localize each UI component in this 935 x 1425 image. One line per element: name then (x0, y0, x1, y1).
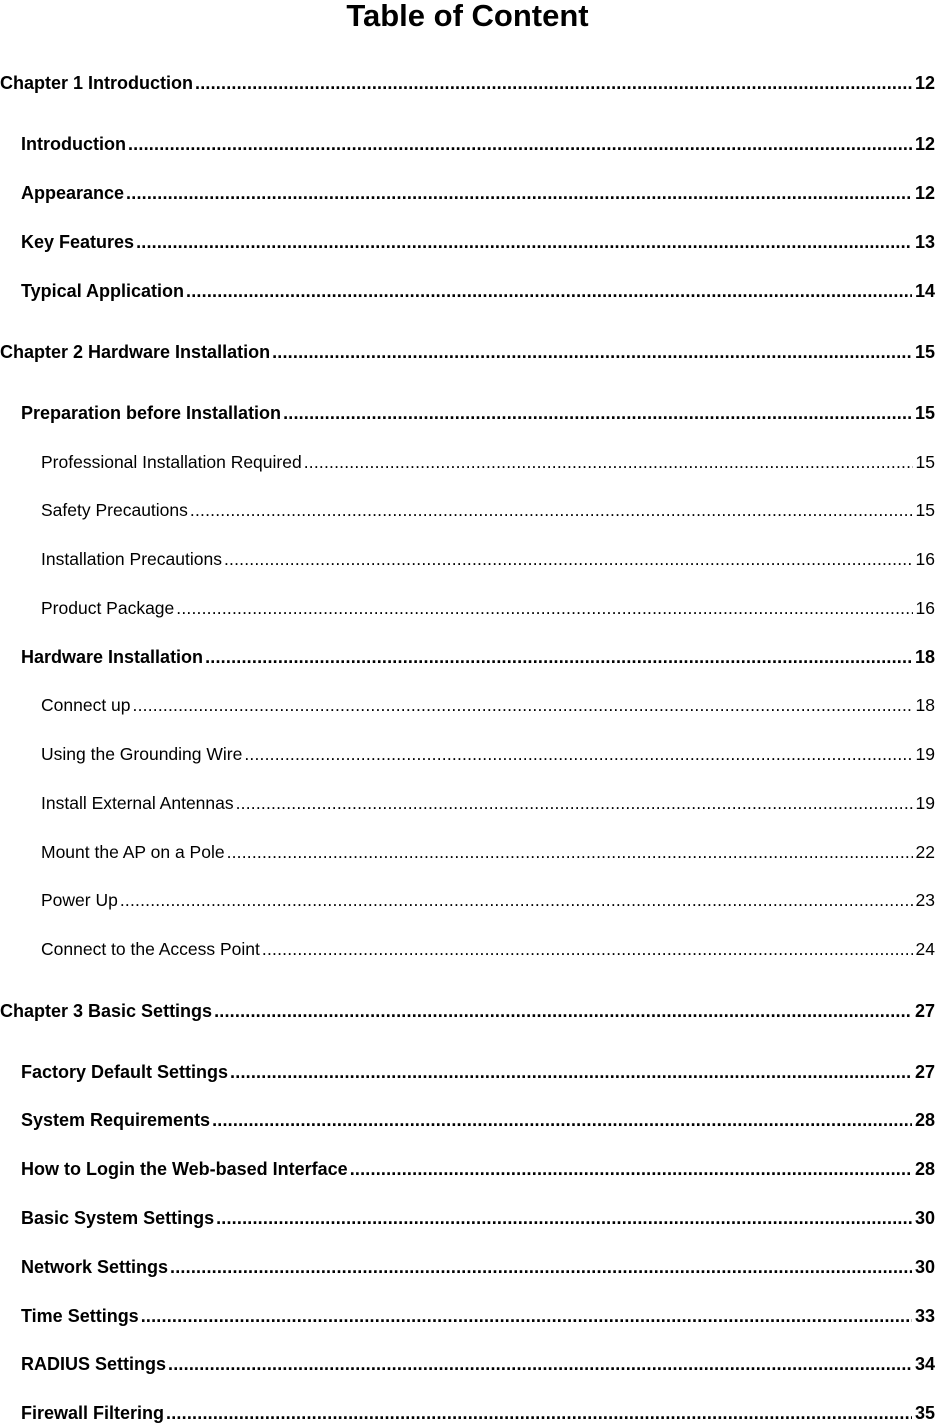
toc-entry-title: Appearance (21, 183, 125, 203)
toc-page-number: 15 (915, 500, 935, 520)
toc-dot-leader (141, 1304, 912, 1328)
toc-entry[interactable] (21, 1206, 935, 1230)
toc-entry[interactable] (21, 1255, 935, 1279)
toc-entry[interactable] (41, 450, 935, 474)
toc-entry[interactable] (0, 999, 935, 1023)
toc-entry[interactable] (21, 279, 935, 303)
toc-page-number: 35 (914, 1403, 935, 1423)
toc-dot-leader (272, 340, 912, 364)
toc-entry[interactable] (21, 132, 935, 156)
toc-entry[interactable] (41, 742, 935, 766)
toc-dot-leader (133, 693, 913, 717)
toc-entry-title: Connect up (41, 695, 131, 715)
toc-page-number: 19 (915, 793, 935, 813)
toc-entry-title: Connect to the Access Point (41, 939, 260, 959)
toc-dot-leader (350, 1157, 912, 1181)
toc-entry[interactable] (41, 596, 935, 620)
toc-dot-leader (128, 132, 912, 156)
toc-page-number: 28 (914, 1159, 935, 1179)
toc-dot-leader (212, 1108, 912, 1132)
toc-entry-title: Professional Installation Required (41, 452, 302, 472)
toc-entry[interactable] (41, 937, 935, 961)
toc-page-number: 23 (915, 890, 935, 910)
toc-entry[interactable] (21, 645, 935, 669)
toc-page-number: 19 (915, 744, 935, 764)
toc-dot-leader (186, 279, 912, 303)
toc-entry-title: Using the Grounding Wire (41, 744, 243, 764)
toc-dot-leader (244, 742, 912, 766)
toc-entry[interactable] (21, 401, 935, 425)
toc-entry[interactable] (41, 791, 935, 815)
toc-page-number: 12 (914, 134, 935, 154)
toc-dot-leader (227, 840, 913, 864)
toc-dot-leader (190, 498, 913, 522)
toc-entry-title: Product Package (41, 598, 175, 618)
toc-page-number: 24 (915, 939, 935, 959)
toc-page-number: 30 (914, 1208, 935, 1228)
toc-entry[interactable] (21, 1108, 935, 1132)
toc-entry-title: RADIUS Settings (21, 1354, 167, 1374)
toc-entry-title: Chapter 3 Basic Settings (0, 1001, 213, 1021)
toc-entry-title: Key Features (21, 232, 135, 252)
toc-entry[interactable] (41, 840, 935, 864)
toc-entry[interactable] (41, 547, 935, 571)
toc-entry-title: Installation Precautions (41, 549, 222, 569)
toc-page-number: 27 (914, 1001, 935, 1021)
toc-dot-leader (126, 181, 912, 205)
toc-entry-title: System Requirements (21, 1110, 211, 1130)
toc-page-number: 27 (914, 1062, 935, 1082)
toc-entry[interactable] (21, 1401, 935, 1425)
toc-entry-title: Chapter 2 Hardware Installation (0, 342, 271, 362)
toc-entry-title: Basic System Settings (21, 1208, 215, 1228)
toc-entry-title: Hardware Installation (21, 647, 204, 667)
toc-dot-leader (166, 1401, 912, 1425)
toc-entry[interactable] (21, 181, 935, 205)
toc-page-number: 18 (915, 695, 935, 715)
toc-page-number: 15 (914, 403, 935, 423)
toc-page-number: 22 (915, 842, 935, 862)
toc-dot-leader (170, 1255, 912, 1279)
toc-entry-title: Install External Antennas (41, 793, 234, 813)
toc-page-number: 16 (915, 598, 935, 618)
toc-page-number: 18 (914, 647, 935, 667)
toc-entry[interactable] (21, 230, 935, 254)
toc-dot-leader (176, 596, 912, 620)
toc-entry-title: Mount the AP on a Pole (41, 842, 225, 862)
toc-entry[interactable] (21, 1157, 935, 1181)
toc-page-number: 12 (914, 73, 935, 93)
toc-entry-title: Power Up (41, 890, 118, 910)
toc-entry-title: Introduction (21, 134, 126, 154)
toc-entry[interactable] (41, 693, 935, 717)
toc-dot-leader (205, 645, 912, 669)
toc-dot-leader (224, 547, 913, 571)
toc-dot-leader (120, 888, 913, 912)
toc-page-number: 15 (914, 342, 935, 362)
toc-entry-title: Typical Application (21, 281, 185, 301)
toc-page-number: 33 (914, 1306, 935, 1326)
toc-entry-title: Factory Default Settings (21, 1062, 229, 1082)
toc-entry-title: Network Settings (21, 1257, 169, 1277)
toc-dot-leader (283, 401, 912, 425)
toc-entry[interactable] (21, 1304, 935, 1328)
toc-dot-leader (216, 1206, 912, 1230)
toc-entry[interactable] (21, 1060, 935, 1084)
toc-entry-title: Firewall Filtering (21, 1403, 165, 1423)
toc-dot-leader (236, 791, 913, 815)
toc-entry[interactable] (0, 340, 935, 364)
toc-page-number: 28 (914, 1110, 935, 1130)
toc-page-number: 13 (914, 232, 935, 252)
toc-entry[interactable] (21, 1352, 935, 1376)
toc-dot-leader (262, 937, 913, 961)
toc-dot-leader (214, 999, 912, 1023)
toc-dot-leader (168, 1352, 912, 1376)
toc-entry-title: Preparation before Installation (21, 403, 282, 423)
toc-entry-title: Time Settings (21, 1306, 139, 1326)
toc-dot-leader (304, 450, 913, 474)
toc-page-number: 34 (914, 1354, 935, 1374)
toc-page-number: 30 (914, 1257, 935, 1277)
toc-entry[interactable] (41, 888, 935, 912)
toc-entry-title: Safety Precautions (41, 500, 188, 520)
toc-page-number: 12 (914, 183, 935, 203)
toc-page-number: 14 (914, 281, 935, 301)
toc-page-number: 16 (915, 549, 935, 569)
toc-dot-leader (136, 230, 912, 254)
toc-entry[interactable] (0, 71, 935, 95)
toc-entry-title: Chapter 1 Introduction (0, 73, 193, 93)
toc-page-number: 15 (915, 452, 935, 472)
toc-entry-title: How to Login the Web-based Interface (21, 1159, 348, 1179)
toc-dot-leader (230, 1060, 912, 1084)
toc-entry[interactable] (41, 498, 935, 522)
toc-dot-leader (195, 71, 912, 95)
page-title: Table of Content (346, 0, 589, 33)
